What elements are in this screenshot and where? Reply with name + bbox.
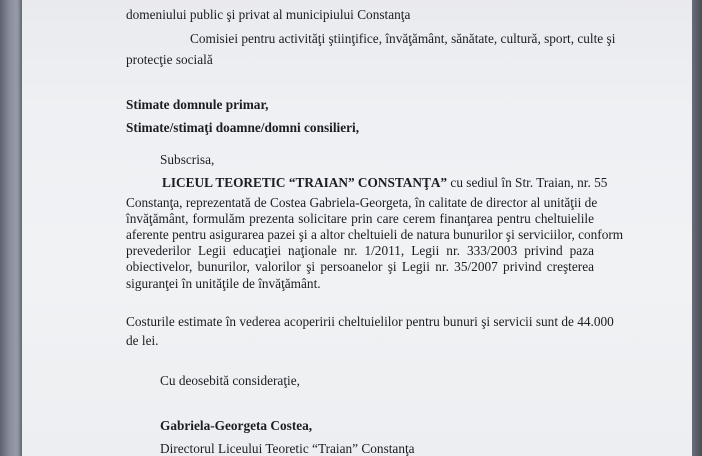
- intro-word: Subscrisa,: [160, 152, 215, 167]
- addressee-line-1: domeniului public şi privat al municipiului Constanţa: [126, 7, 411, 22]
- body-line-5: obiectivelor, bunurilor, valorilor şi persoanelor şi Legii nr. 35/2007 privind creşterea: [126, 259, 594, 274]
- body-line-1: Constanţa, reprezentată de Costea Gabriela-Georgeta, în calitate de director al unităţii de: [126, 195, 598, 210]
- body-line-4: prevederilor Legii educaţiei naţionale nr. 1/2011, Legii nr. 333/2003 privind paza: [126, 243, 594, 258]
- salutation-mayor: Stimate domnule primar,: [126, 97, 269, 112]
- addressee-line-2: Comisiei pentru activităţi ştiinţifice, învăţământ, sănătate, cultură, sport, culte şi: [190, 31, 616, 46]
- school-line: [162, 175, 607, 191]
- school-address: cu sediul în Str. Traian, nr. 55: [447, 175, 608, 190]
- signer-name: Gabriela-Georgeta Costea,: [160, 418, 313, 433]
- cost-line-1: Costurile estimate în vederea acoperirii cheltuielilor pentru bunuri şi servicii sunt de 44.000: [126, 314, 614, 329]
- body-line-2: învăţământ, formulăm prezenta solicitare prin care cerem finanţarea pentru cheltuielile: [126, 211, 594, 226]
- signer-title: Directorul Liceului Teoretic “Traian” Constanţa: [160, 441, 415, 456]
- cost-line-2: de lei.: [126, 333, 159, 348]
- addressee-line-3: protecţie socială: [126, 52, 213, 67]
- closing-phrase: Cu deosebită consideraţie,: [160, 373, 300, 388]
- body-line-6: siguranţei în unităţile de învăţământ.: [126, 276, 321, 291]
- salutation-councillors: Stimate/stimaţi doamne/domni consilieri,: [126, 120, 360, 135]
- body-line-3: aferente pentru asigurarea pazei şi a altor cheltuieli de natura bunurilor şi serviciilor, conform: [126, 227, 624, 242]
- school-name: LICEUL TEORETIC “TRAIAN” CONSTANŢA”: [162, 175, 448, 190]
- page-edge-shadow: [692, 0, 702, 456]
